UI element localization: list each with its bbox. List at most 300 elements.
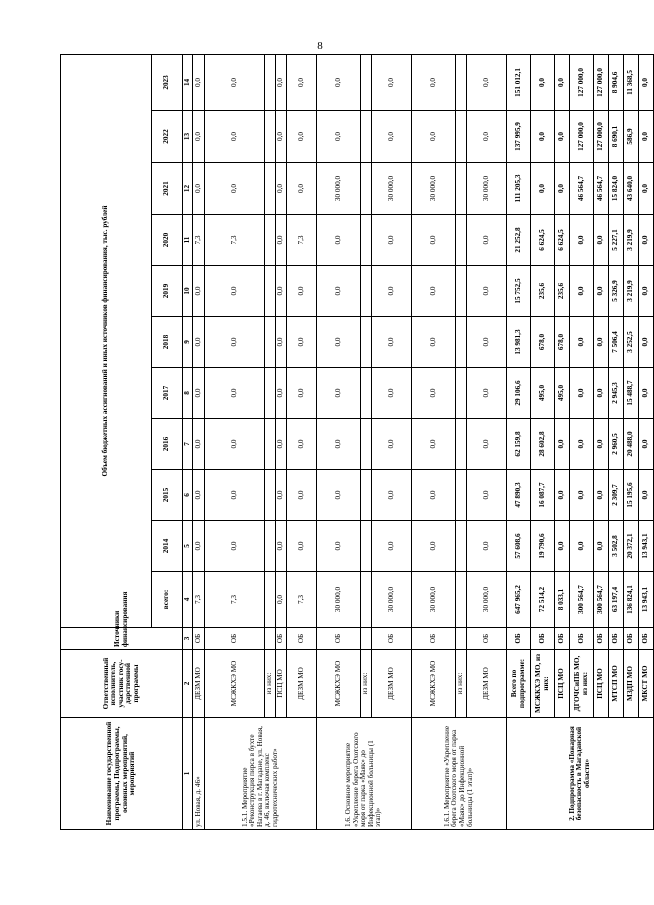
row-year-value: 57 608,6	[507, 521, 531, 572]
row-year-value	[361, 521, 372, 572]
row-year-value: 0,0	[570, 521, 594, 572]
table-row	[570, 54, 594, 829]
col-header-name: Наименование государственной программы, Подпрограммы, основных мероприятий, мероприятий	[61, 718, 183, 830]
row-total	[456, 572, 467, 628]
row-year-value: 47 890,3	[507, 470, 531, 521]
row-year-value: 127 000,0	[570, 54, 594, 110]
row-year-value: 16 087,7	[531, 470, 555, 521]
row-year-value: 0,0	[372, 470, 412, 521]
row-year-value	[265, 419, 276, 470]
table-row	[361, 54, 372, 829]
row-executor: ДЕЗМ МО	[467, 650, 507, 718]
col-header-year: 2015	[152, 470, 183, 521]
table-row	[205, 54, 265, 829]
row-year-value: 11 368,5	[624, 54, 639, 110]
row-year-value: 20 372,1	[624, 521, 639, 572]
table-row	[287, 54, 317, 829]
row-executor: из них:	[456, 650, 467, 718]
row-year-value: 586,9	[624, 111, 639, 163]
col-header-year: 2023	[152, 54, 183, 110]
row-year-value	[265, 111, 276, 163]
row-year-value: 111 205,3	[507, 163, 531, 215]
row-year-value: 29 106,6	[507, 368, 531, 419]
row-year-value: 0,0	[531, 111, 555, 163]
row-year-value: 0,0	[412, 111, 456, 163]
col-header-year: 2014	[152, 521, 183, 572]
row-year-value: 15 824,0	[609, 163, 624, 215]
row-year-value: 30 000,0	[467, 163, 507, 215]
row-name: 2. Подпрограмма «Пожарная безопасность в Магаданской области»	[507, 718, 654, 830]
col-number: 5	[183, 521, 193, 572]
row-executor: ДГОЧСиПБ МО, из них:	[570, 650, 594, 718]
row-year-value: 0,0	[276, 419, 287, 470]
row-year-value: 0,0	[205, 163, 265, 215]
row-year-value: 0,0	[372, 111, 412, 163]
row-year-value: 0,0	[317, 54, 361, 110]
landscape-page	[60, 54, 650, 830]
row-year-value: 0,0	[205, 54, 265, 110]
row-year-value: 15 488,7	[624, 368, 639, 419]
row-year-value: 3 219,9	[624, 266, 639, 317]
row-year-value: 0,0	[287, 266, 317, 317]
row-year-value: 46 564,7	[594, 163, 609, 215]
row-source: ОБ	[639, 628, 654, 650]
row-source	[265, 628, 276, 650]
page-number: 8	[317, 40, 323, 52]
row-source: ОБ	[276, 628, 287, 650]
row-year-value: 0,0	[193, 111, 205, 163]
table-row	[531, 54, 555, 829]
row-year-value: 0,0	[639, 368, 654, 419]
row-year-value: 0,0	[276, 317, 287, 368]
row-year-value: 0,0	[205, 317, 265, 368]
row-year-value	[456, 111, 467, 163]
table-row	[276, 54, 287, 829]
col-header-executor: Ответственный исполнитель, участник госу-дарственной программы	[61, 650, 183, 718]
row-year-value	[361, 111, 372, 163]
funding-table	[60, 54, 654, 830]
row-year-value: 0,0	[467, 215, 507, 266]
row-year-value: 2 960,5	[609, 419, 624, 470]
row-year-value: 8 904,6	[609, 54, 624, 110]
row-total: 13 943,1	[639, 572, 654, 628]
col-number: 8	[183, 368, 193, 419]
row-year-value: 0,0	[594, 521, 609, 572]
row-total: 8 033,1	[555, 572, 570, 628]
row-year-value: 0,0	[594, 470, 609, 521]
row-year-value: 0,0	[317, 317, 361, 368]
col-header-year: 2017	[152, 368, 183, 419]
row-executor: ДЕЗМ МО	[287, 650, 317, 718]
row-year-value	[456, 163, 467, 215]
row-year-value: 0,0	[555, 163, 570, 215]
row-year-value: 0,0	[531, 163, 555, 215]
row-year-value: 0,0	[570, 266, 594, 317]
col-header-year: 2020	[152, 215, 183, 266]
row-source	[456, 628, 467, 650]
row-year-value: 5 326,9	[609, 266, 624, 317]
row-year-value: 13 981,3	[507, 317, 531, 368]
row-year-value: 0,0	[412, 368, 456, 419]
row-year-value: 30 000,0	[372, 163, 412, 215]
col-header-year: 2019	[152, 266, 183, 317]
col-header-year: 2021	[152, 163, 183, 215]
row-year-value: 127 000,0	[594, 111, 609, 163]
row-year-value: 0,0	[570, 419, 594, 470]
row-year-value: 0,0	[531, 54, 555, 110]
row-year-value: 0,0	[276, 368, 287, 419]
row-year-value: 0,0	[205, 111, 265, 163]
row-year-value: 0,0	[193, 368, 205, 419]
row-year-value: 0,0	[317, 215, 361, 266]
row-year-value: 0,0	[287, 419, 317, 470]
table-row	[609, 54, 624, 829]
row-year-value: 0,0	[594, 317, 609, 368]
row-year-value: 0,0	[287, 111, 317, 163]
row-source: ОБ	[317, 628, 361, 650]
row-year-value: 0,0	[372, 419, 412, 470]
table-row	[372, 54, 412, 829]
col-number: 4	[183, 572, 193, 628]
row-year-value: 0,0	[467, 419, 507, 470]
row-year-value	[456, 521, 467, 572]
row-year-value: 678,0	[555, 317, 570, 368]
row-year-value: 495,0	[531, 368, 555, 419]
row-executor: МСЖКХЭ МО	[317, 650, 361, 718]
row-year-value: 0,0	[372, 317, 412, 368]
row-name: 1.6. Основное мероприятие «Укрепление берега Охотского моря от парка «Маяк» до Инфекционной больницы (1 этап)»	[317, 718, 412, 830]
col-header-year: 2022	[152, 111, 183, 163]
row-source: ОБ	[531, 628, 555, 650]
row-total: 7,3	[287, 572, 317, 628]
row-year-value: 0,0	[594, 266, 609, 317]
row-source: ОБ	[467, 628, 507, 650]
row-year-value: 0,0	[372, 266, 412, 317]
row-year-value: 30 000,0	[412, 163, 456, 215]
header-row-1	[61, 54, 152, 829]
table-row	[624, 54, 639, 829]
row-year-value: 0,0	[317, 521, 361, 572]
row-executor: МСЖКХЭ МО	[412, 650, 456, 718]
row-year-value: 0,0	[193, 163, 205, 215]
row-executor: из них:	[265, 650, 276, 718]
col-number: 6	[183, 470, 193, 521]
row-year-value: 0,0	[205, 521, 265, 572]
row-year-value: 127 000,0	[594, 54, 609, 110]
row-year-value: 0,0	[287, 163, 317, 215]
row-source: ОБ	[372, 628, 412, 650]
row-year-value: 46 564,7	[570, 163, 594, 215]
row-year-value: 0,0	[287, 521, 317, 572]
row-name: ул. Новая, д. 46»	[193, 718, 205, 830]
row-total: 7,3	[205, 572, 265, 628]
row-year-value: 5 227,1	[609, 215, 624, 266]
row-year-value: 0,0	[276, 54, 287, 110]
col-header-funding: Объем бюджетных ассигнований и иных источников финансирования, тыс. рублей	[61, 54, 152, 627]
row-year-value: 0,0	[276, 521, 287, 572]
row-year-value: 0,0	[193, 521, 205, 572]
row-year-value: 0,0	[412, 419, 456, 470]
row-year-value	[361, 163, 372, 215]
row-year-value: 151 012,1	[507, 54, 531, 110]
row-executor: ПСЦ МО	[594, 650, 609, 718]
row-year-value: 43 640,0	[624, 163, 639, 215]
col-header-total: всего:	[152, 572, 183, 628]
row-executor: ПСЦ МО	[276, 650, 287, 718]
row-year-value: 62 159,8	[507, 419, 531, 470]
row-year-value: 0,0	[570, 317, 594, 368]
row-year-value: 0,0	[372, 215, 412, 266]
col-number: 1	[183, 718, 193, 830]
row-year-value	[456, 419, 467, 470]
row-year-value: 7,3	[205, 215, 265, 266]
col-number: 9	[183, 317, 193, 368]
row-year-value: 0,0	[555, 470, 570, 521]
row-year-value: 0,0	[205, 470, 265, 521]
row-source: ОБ	[570, 628, 594, 650]
row-year-value	[265, 266, 276, 317]
row-year-value: 137 995,9	[507, 111, 531, 163]
row-year-value: 2 309,7	[609, 470, 624, 521]
row-total: 300 564,7	[570, 572, 594, 628]
col-number: 12	[183, 163, 193, 215]
table-row	[456, 54, 467, 829]
row-year-value	[265, 317, 276, 368]
row-year-value: 30 000,0	[317, 163, 361, 215]
row-total: 136 824,1	[624, 572, 639, 628]
row-year-value	[456, 215, 467, 266]
row-year-value: 0,0	[639, 163, 654, 215]
row-year-value: 0,0	[412, 521, 456, 572]
row-executor: МСЖКХЭ МО	[205, 650, 265, 718]
row-year-value	[361, 470, 372, 521]
row-year-value	[361, 317, 372, 368]
row-year-value: 0,0	[555, 111, 570, 163]
row-year-value: 0,0	[639, 215, 654, 266]
row-year-value: 678,0	[531, 317, 555, 368]
row-source	[361, 628, 372, 650]
table-row	[594, 54, 609, 829]
row-year-value: 0,0	[287, 368, 317, 419]
row-year-value: 235,6	[555, 266, 570, 317]
row-year-value	[361, 368, 372, 419]
row-year-value	[265, 215, 276, 266]
col-number: 2	[183, 650, 193, 718]
row-year-value: 7,3	[193, 215, 205, 266]
row-year-value: 15 195,6	[624, 470, 639, 521]
row-year-value	[361, 419, 372, 470]
col-number: 10	[183, 266, 193, 317]
col-header-source: Источники финансирования	[61, 628, 183, 650]
row-executor: МКСТ МО	[639, 650, 654, 718]
row-year-value: 0,0	[205, 419, 265, 470]
row-executor: МЗДП МО	[624, 650, 639, 718]
row-year-value: 0,0	[639, 317, 654, 368]
row-source: ОБ	[193, 628, 205, 650]
row-year-value: 19 790,6	[531, 521, 555, 572]
col-number: 3	[183, 628, 193, 650]
row-executor: МТСП МО	[609, 650, 624, 718]
row-year-value: 0,0	[594, 215, 609, 266]
row-year-value	[265, 521, 276, 572]
row-year-value: 3 219,9	[624, 215, 639, 266]
row-year-value: 0,0	[193, 317, 205, 368]
row-year-value	[456, 54, 467, 110]
row-year-value	[456, 368, 467, 419]
row-year-value: 0,0	[639, 266, 654, 317]
row-year-value: 6 624,5	[531, 215, 555, 266]
row-total: 647 965,2	[507, 572, 531, 628]
row-year-value: 0,0	[193, 54, 205, 110]
row-year-value: 8 690,1	[609, 111, 624, 163]
row-year-value: 7,3	[287, 215, 317, 266]
col-number: 11	[183, 215, 193, 266]
row-year-value: 0,0	[287, 317, 317, 368]
row-total: 7,3	[193, 572, 205, 628]
row-year-value: 0,0	[412, 54, 456, 110]
row-year-value: 127 000,0	[570, 111, 594, 163]
row-year-value	[361, 215, 372, 266]
col-number: 7	[183, 419, 193, 470]
row-year-value: 0,0	[317, 266, 361, 317]
row-source: ОБ	[555, 628, 570, 650]
table-row	[555, 54, 570, 829]
row-year-value: 0,0	[317, 368, 361, 419]
row-year-value: 0,0	[276, 470, 287, 521]
row-total: 72 514,2	[531, 572, 555, 628]
row-source: ОБ	[412, 628, 456, 650]
table-row	[467, 54, 507, 829]
row-year-value: 0,0	[467, 521, 507, 572]
row-year-value: 2 945,3	[609, 368, 624, 419]
row-total: 30 000,0	[372, 572, 412, 628]
row-year-value: 0,0	[372, 521, 412, 572]
col-header-year: 2016	[152, 419, 183, 470]
col-header-year: 2018	[152, 317, 183, 368]
row-executor: ПСЦ МО	[555, 650, 570, 718]
row-year-value: 0,0	[639, 54, 654, 110]
row-year-value: 21 252,8	[507, 215, 531, 266]
row-year-value: 0,0	[372, 368, 412, 419]
row-year-value: 0,0	[287, 54, 317, 110]
table-row	[265, 54, 276, 829]
row-year-value: 0,0	[467, 317, 507, 368]
row-year-value: 0,0	[372, 54, 412, 110]
row-year-value: 13 943,1	[639, 521, 654, 572]
row-year-value: 0,0	[412, 215, 456, 266]
row-year-value: 28 602,8	[531, 419, 555, 470]
row-year-value	[265, 54, 276, 110]
row-year-value: 0,0	[276, 111, 287, 163]
row-source: ОБ	[205, 628, 265, 650]
row-year-value: 0,0	[412, 266, 456, 317]
row-year-value: 0,0	[467, 111, 507, 163]
row-year-value: 0,0	[639, 419, 654, 470]
row-total	[265, 572, 276, 628]
row-total: 300 564,7	[594, 572, 609, 628]
row-source: ОБ	[624, 628, 639, 650]
row-year-value: 0,0	[412, 470, 456, 521]
row-year-value	[265, 163, 276, 215]
row-year-value: 0,0	[276, 215, 287, 266]
row-year-value	[456, 266, 467, 317]
row-executor: ДЕЗМ МО	[193, 650, 205, 718]
table-row	[412, 54, 456, 829]
row-total: 30 000,0	[467, 572, 507, 628]
row-year-value	[265, 368, 276, 419]
row-year-value: 0,0	[570, 368, 594, 419]
row-year-value	[265, 470, 276, 521]
row-year-value: 15 752,5	[507, 266, 531, 317]
col-number: 13	[183, 111, 193, 163]
row-year-value: 0,0	[317, 470, 361, 521]
row-year-value: 0,0	[639, 470, 654, 521]
row-year-value	[456, 470, 467, 521]
row-executor: ДЕЗМ МО	[372, 650, 412, 718]
row-year-value: 0,0	[317, 111, 361, 163]
row-year-value: 0,0	[555, 419, 570, 470]
row-year-value: 495,0	[555, 368, 570, 419]
row-total: 63 197,4	[609, 572, 624, 628]
row-year-value: 0,0	[467, 54, 507, 110]
row-year-value: 0,0	[639, 111, 654, 163]
row-year-value: 0,0	[287, 470, 317, 521]
row-year-value: 0,0	[555, 521, 570, 572]
row-year-value	[361, 266, 372, 317]
col-number: 14	[183, 54, 193, 110]
row-name: 1.5.1. Мероприятие «Реконструкция пирса в бухте Нагаева в г. Магадане, ул. Новая, д. 46, включая комплекс гидротехнических работ»	[205, 718, 317, 830]
table-row	[317, 54, 361, 829]
row-year-value: 0,0	[570, 215, 594, 266]
table-row	[507, 54, 531, 829]
row-year-value: 3 252,5	[624, 317, 639, 368]
row-source: ОБ	[594, 628, 609, 650]
row-year-value: 0,0	[570, 470, 594, 521]
row-year-value: 0,0	[594, 368, 609, 419]
row-year-value: 0,0	[276, 163, 287, 215]
table-row	[639, 54, 654, 829]
row-year-value: 0,0	[594, 419, 609, 470]
row-executor: МСЖКХЭ МО, из них:	[531, 650, 555, 718]
row-year-value: 7 506,4	[609, 317, 624, 368]
row-year-value: 0,0	[412, 317, 456, 368]
row-total: 30 000,0	[317, 572, 361, 628]
row-year-value: 0,0	[467, 368, 507, 419]
row-year-value: 235,6	[531, 266, 555, 317]
row-source: ОБ	[507, 628, 531, 650]
table-row	[193, 54, 205, 829]
row-source: ОБ	[287, 628, 317, 650]
row-executor: из них:	[361, 650, 372, 718]
row-executor: Всего по подпрограмме:	[507, 650, 531, 718]
header-row-numbers	[183, 54, 193, 829]
row-year-value	[361, 54, 372, 110]
row-year-value: 20 488,0	[624, 419, 639, 470]
row-year-value: 0,0	[193, 266, 205, 317]
row-year-value: 0,0	[467, 266, 507, 317]
row-year-value: 0,0	[317, 419, 361, 470]
row-source: ОБ	[609, 628, 624, 650]
row-year-value: 0,0	[555, 54, 570, 110]
row-total: 30 000,0	[412, 572, 456, 628]
row-year-value: 0,0	[205, 368, 265, 419]
row-year-value: 0,0	[193, 470, 205, 521]
row-name: 1.6.1. Мероприятие «Укрепление берега Охотского моря от парка «Маяк» до Инфекционной больницы (1 этап)»	[412, 718, 507, 830]
row-year-value: 0,0	[205, 266, 265, 317]
row-year-value: 0,0	[193, 419, 205, 470]
row-year-value	[456, 317, 467, 368]
row-total	[361, 572, 372, 628]
